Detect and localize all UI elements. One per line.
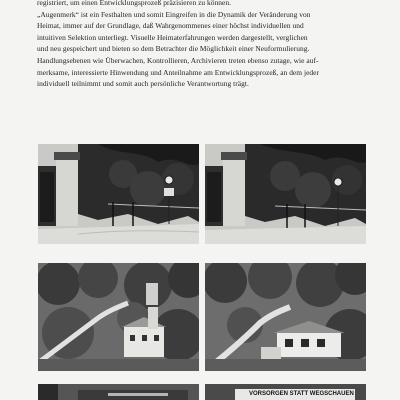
text-line: Handlungsebenen wie Überwachen, Kontrollieren, Archivieren treten ebenso zutage, wie auf-: [37, 55, 319, 65]
paragraph-2: [37, 9, 367, 90]
paragraph-1: [37, 0, 367, 9]
photo-valley-after: [205, 263, 366, 371]
text-line: Heimat, immer auf der Grundlage, daß Wahrgenommenes einer höchst individuellen und: [37, 21, 304, 31]
photo-gate-before: [38, 144, 199, 244]
text-line: „Augenmerk“ ist ein Festhalten und somit Eingreifen in die Dynamik der Veränderung von: [37, 9, 311, 19]
text-line: registriert, um einen Entwicklungsprozeß präzisieren zu können.: [37, 0, 232, 7]
photo-valley-before: [38, 263, 199, 371]
text-line: individuell teilnimmt und somit auch persönliche Verantwortung trägt.: [37, 79, 249, 89]
text-line: und neu gespeichert und bieten so dem Betrachter die Möglichkeit einer Neuformulierung.: [37, 44, 310, 54]
photo-bottom-left: [38, 384, 199, 400]
photo-gate-after: [205, 144, 366, 244]
text-line: merksame, interessierte Hinwendung und Anteilnahme am Entwicklungsprozeß, an dem jeder: [37, 67, 319, 77]
billboard-sign-text: VORSORGEN STATT WEGSCHAUEN: [249, 391, 354, 397]
body-text: [37, 0, 367, 90]
photo-bottom-right: [205, 384, 366, 400]
text-line: intuitiven Selektion unterliegt. Visuelle Heimaterfahrungen werden dargestellt, verglichen: [37, 32, 308, 42]
